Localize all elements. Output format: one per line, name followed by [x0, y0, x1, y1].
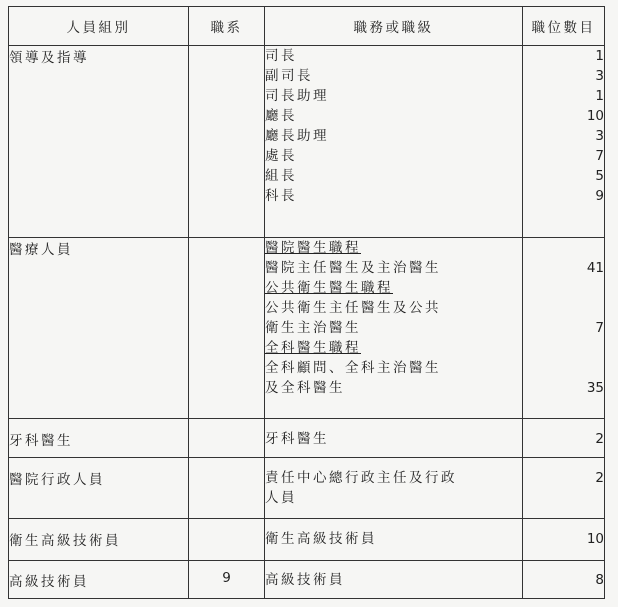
count-value: 1	[595, 48, 604, 64]
post-cell	[265, 458, 523, 519]
post-line: 醫院主任醫生及主治醫生	[265, 260, 441, 276]
count-value: 35	[586, 380, 604, 396]
staff-table	[8, 6, 605, 599]
count-cell	[523, 46, 605, 238]
system-cell	[189, 238, 265, 419]
header-count: 職位數目	[523, 7, 605, 46]
count-cell	[523, 458, 605, 519]
table-row	[9, 561, 605, 599]
post-line: 責任中心總行政主任及行政	[265, 470, 457, 486]
count-cell	[523, 419, 605, 458]
count-value: 2	[595, 431, 604, 447]
count-value: 7	[595, 148, 604, 164]
group-cell: 衛生高級技術員	[9, 519, 189, 561]
post-line: 公共衛生主任醫生及公共	[265, 300, 441, 316]
count-value: 3	[595, 68, 604, 84]
group-cell: 牙科醫生	[9, 419, 189, 458]
header-system: 職系	[189, 7, 265, 46]
system-cell	[189, 419, 265, 458]
group-cell: 醫療人員	[9, 238, 189, 419]
post-line: 牙科醫生	[265, 431, 329, 447]
post-line: 高級技術員	[265, 572, 345, 588]
count-value: 5	[595, 168, 604, 184]
post-line: 全科顧問、全科主治醫生	[265, 360, 441, 376]
post-cell	[265, 419, 523, 458]
system-cell	[189, 46, 265, 238]
header-post: 職務或職級	[265, 7, 523, 46]
count-value: 3	[595, 128, 604, 144]
count-value: 7	[595, 320, 604, 336]
count-cell	[523, 561, 605, 599]
count-value: 1	[595, 88, 604, 104]
system-cell: 9	[189, 561, 265, 599]
post-line: 司長	[265, 48, 297, 64]
post-line: 處長	[265, 148, 297, 164]
group-cell: 醫院行政人員	[9, 458, 189, 519]
career-track-heading: 公共衛生醫生職程	[265, 280, 393, 296]
career-track-heading: 全科醫生職程	[265, 340, 361, 356]
count-value: 10	[586, 108, 604, 124]
count-value: 41	[586, 260, 604, 276]
table-row	[9, 419, 605, 458]
count-value: 10	[586, 531, 604, 547]
career-track-heading: 醫院醫生職程	[265, 240, 361, 256]
count-cell	[523, 238, 605, 419]
post-line: 科長	[265, 188, 297, 204]
table-header-row	[9, 7, 605, 46]
post-line: 司長助理	[265, 88, 329, 104]
post-line: 及全科醫生	[265, 380, 345, 396]
count-value: 8	[595, 572, 604, 588]
system-cell	[189, 519, 265, 561]
table-row	[9, 519, 605, 561]
header-group: 人員組別	[9, 7, 189, 46]
system-cell	[189, 458, 265, 519]
post-cell	[265, 561, 523, 599]
post-line: 衛生高級技術員	[265, 531, 377, 547]
count-cell	[523, 519, 605, 561]
post-cell	[265, 519, 523, 561]
post-line: 衛生主治醫生	[265, 320, 361, 336]
post-line: 廳長助理	[265, 128, 329, 144]
count-value: 2	[595, 470, 604, 486]
count-value: 9	[595, 188, 604, 204]
group-cell: 高級技術員	[9, 561, 189, 599]
post-cell	[265, 46, 523, 238]
post-line: 組長	[265, 168, 297, 184]
table-row	[9, 458, 605, 519]
table-row	[9, 46, 605, 238]
group-cell: 領導及指導	[9, 46, 189, 238]
table-row	[9, 238, 605, 419]
post-line: 副司長	[265, 68, 313, 84]
post-cell	[265, 238, 523, 419]
post-line: 人員	[265, 490, 297, 506]
post-line: 廳長	[265, 108, 297, 124]
